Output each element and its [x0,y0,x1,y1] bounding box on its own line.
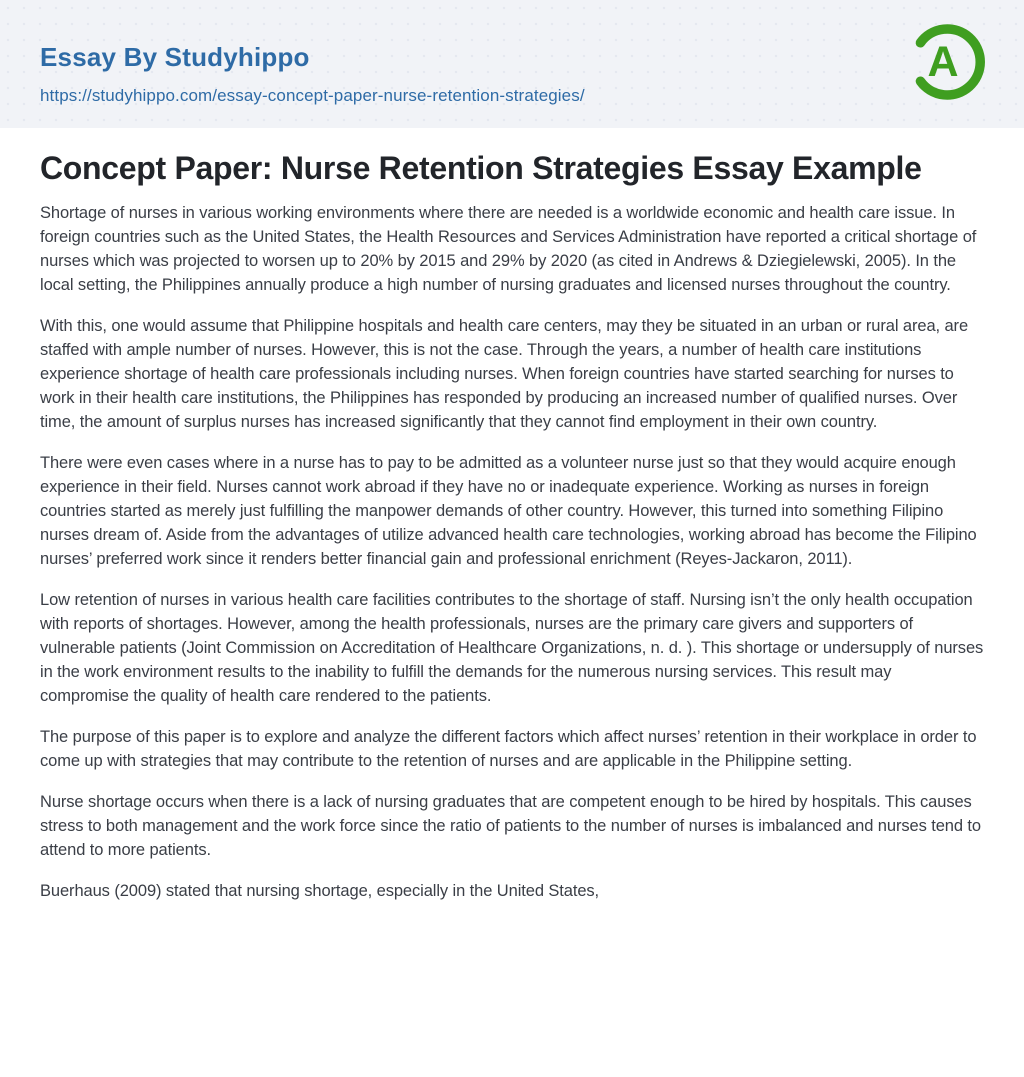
essay-paragraph: Shortage of nurses in various working environments where there are needed is a worldwide economic and health care issue. In foreign countries such as the United States, the Health Resources and Services Administration have reported a critical shortage of nurses which was projected to worsen up to 20% by 2015 and 29% by 2020 (as cited in Andrews & Dziegielewski, 2005). In the local setting, the Philippines annually produce a high number of nursing graduates and licensed nurses throughout the country. [40,204,977,294]
essay-content [0,128,1024,903]
essay-paragraph: Nurse shortage occurs when there is a lack of nursing graduates that are competent enough to be hired by hospitals. This causes stress to both management and the work force since the ratio of patients to the number of nurses is imbalanced and nurses tend to attend to more patients. [40,793,981,859]
logo-letter: A [927,37,959,86]
studyhippo-logo[interactable] [906,21,988,103]
essay-paragraph: Low retention of nurses in various health care facilities contributes to the shortage of staff. Nursing isn’t the only health occupation with reports of shortages. However, among the health professionals, nurses are the primary care givers and supporters of vulnerable patients (Joint Commission on Accreditation of Healthcare Organizations, n. d. ). This shortage or undersupply of nurses in the work environment results to the inability to fulfill the demands for the numerous nursing services. This result may compromise the quality of health care rendered to the patients. [40,591,984,705]
brand-title: Essay By Studyhippo [40,42,310,72]
essay-paragraph: The purpose of this paper is to explore and analyze the different factors which affect nurses’ retention in their workplace in order to come up with strategies that may contribute to the retention of nurses and are applicable in the Philippine setting. [40,728,977,770]
essay-paragraph: There were even cases where in a nurse has to pay to be admitted as a volunteer nurse just so that they would acquire enough experience in their field. Nurses cannot work abroad if they have no or inadequate experience. Working as nurses in foreign countries started as merely just fulfilling the manpower demands of other country. However, this turned into something Filipino nurses dream of. Aside from the advantages of utilize advanced health care technologies, working abroad has become the Filipino nurses’ preferred work since it renders better financial gain and professional enrichment (Reyes-Jackaron, 2011). [40,454,977,568]
page-title: Concept Paper: Nurse Retention Strategies Essay Example [40,150,922,186]
essay-url-link[interactable]: https://studyhippo.com/essay-concept-paper-nurse-retention-strategies/ [40,86,585,105]
essay-paragraph: With this, one would assume that Philippine hospitals and health care centers, may they be situated in an urban or rural area, are staffed with ample number of nurses. However, this is not the case. Through the years, a number of health care institutions experience shortage of health care professionals including nurses. When foreign countries have started searching for nurses to work in their health care institutions, the Philippines has responded by producing an increased number of qualified nurses. Over time, the amount of surplus nurses has increased significantly that they cannot find employment in their own country. [40,317,969,431]
page-header [0,0,1024,128]
essay-paragraph: Buerhaus (2009) stated that nursing shortage, especially in the United States, [40,882,600,900]
